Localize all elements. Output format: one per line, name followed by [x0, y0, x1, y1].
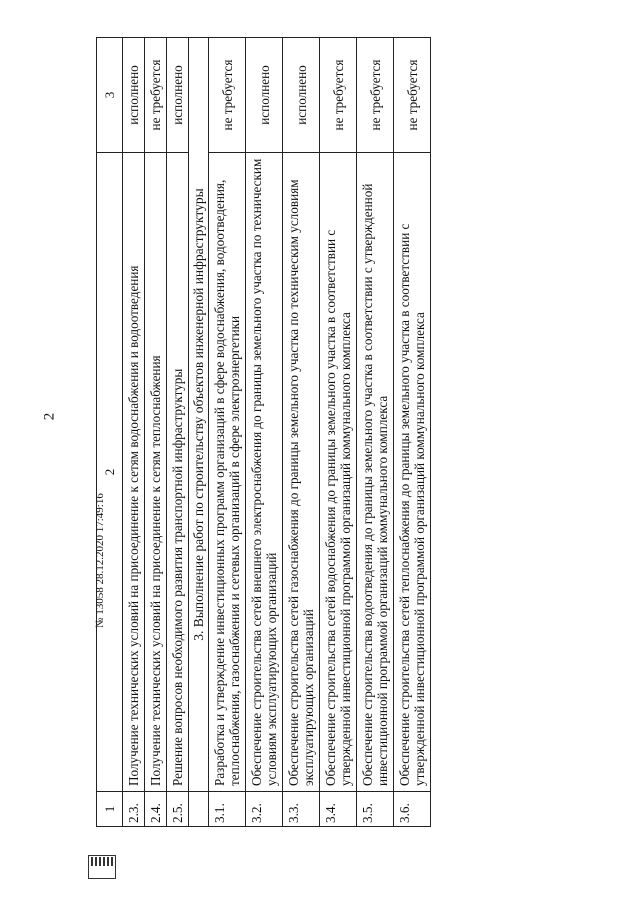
row-text: Обеспечение строительства сетей водоснабжения до границы земельного участка в соответствии с утвержденной инвестиционной программой организаций коммунального комплекса [320, 153, 357, 792]
page-number: 2 [41, 412, 58, 421]
row-text: Обеспечение строительства водоотведения до границы земельного участка в соответствии с утвержденной инвестиционной программой организаций коммунального комплекса [357, 153, 394, 792]
measures-table [96, 37, 431, 827]
rotated-table-wrapper [96, 37, 608, 827]
header-row [97, 38, 123, 827]
table-row [246, 38, 283, 827]
row-number: 3.4. [320, 792, 357, 827]
table-row [283, 38, 320, 827]
row-number: 3.1. [209, 792, 246, 827]
row-number: 2.3. [123, 792, 145, 827]
row-number: 3.2. [246, 792, 283, 827]
table-row [145, 38, 167, 827]
registration-footer: № 13058 28.12.2020 17:49:16 [94, 493, 106, 628]
row-number: 3.3. [283, 792, 320, 827]
table-row [123, 38, 145, 827]
row-text: Обеспечение строительства сетей теплоснабжения до границы земельного участка в соответствии с утвержденной инвестиционной программой организаций коммунального комплекса [394, 153, 431, 792]
row-status: исполнено [246, 38, 283, 153]
section-spacer [189, 792, 209, 827]
row-number: 2.5. [167, 792, 189, 827]
row-status: не требуется [209, 38, 246, 153]
row-text: Получение технических условий на присоединение к сетям теплоснабжения [145, 153, 167, 792]
table-row [320, 38, 357, 827]
row-text: Получение технических условий на присоединение к сетям водоснабжения и водоотведения [123, 153, 145, 792]
row-status: исполнено [283, 38, 320, 153]
table-row [209, 38, 246, 827]
row-text: Разработка и утверждение инвестиционных программ организаций в сфере водоснабжения, водоотведения, теплоснабжения, газоснабжения и сетевых организаций в сфере электроэнергетики [209, 153, 246, 792]
row-status: не требуется [320, 38, 357, 153]
row-status: исполнено [167, 38, 189, 153]
barcode-stamp [88, 855, 116, 879]
row-number: 2.4. [145, 792, 167, 827]
table-row [394, 38, 431, 827]
row-number: 3.5. [357, 792, 394, 827]
row-status: исполнено [123, 38, 145, 153]
table-row [167, 38, 189, 827]
section-row [189, 38, 209, 827]
section-title: 3. Выполнение работ по строительству объектов инженерной инфраструктуры [189, 38, 209, 792]
header-col-2: 2 [97, 153, 123, 792]
row-status: не требуется [145, 38, 167, 153]
table-row [357, 38, 394, 827]
row-text: Решение вопросов необходимого развития транспортной инфраструктуры [167, 153, 189, 792]
row-status: не требуется [394, 38, 431, 153]
row-number: 3.6. [394, 792, 431, 827]
header-col-1: 1 [97, 792, 123, 827]
row-status: не требуется [357, 38, 394, 153]
barcode-icon [91, 857, 113, 866]
row-text: Обеспечение строительства сетей газоснабжения до границы земельного участка по техническим условиям эксплуатирующих организаций [283, 153, 320, 792]
header-col-3: 3 [97, 38, 123, 153]
row-text: Обеспечение строительства сетей внешнего электроснабжения до границы земельного участка по техническим условиям эксплуатирующих организаций [246, 153, 283, 792]
